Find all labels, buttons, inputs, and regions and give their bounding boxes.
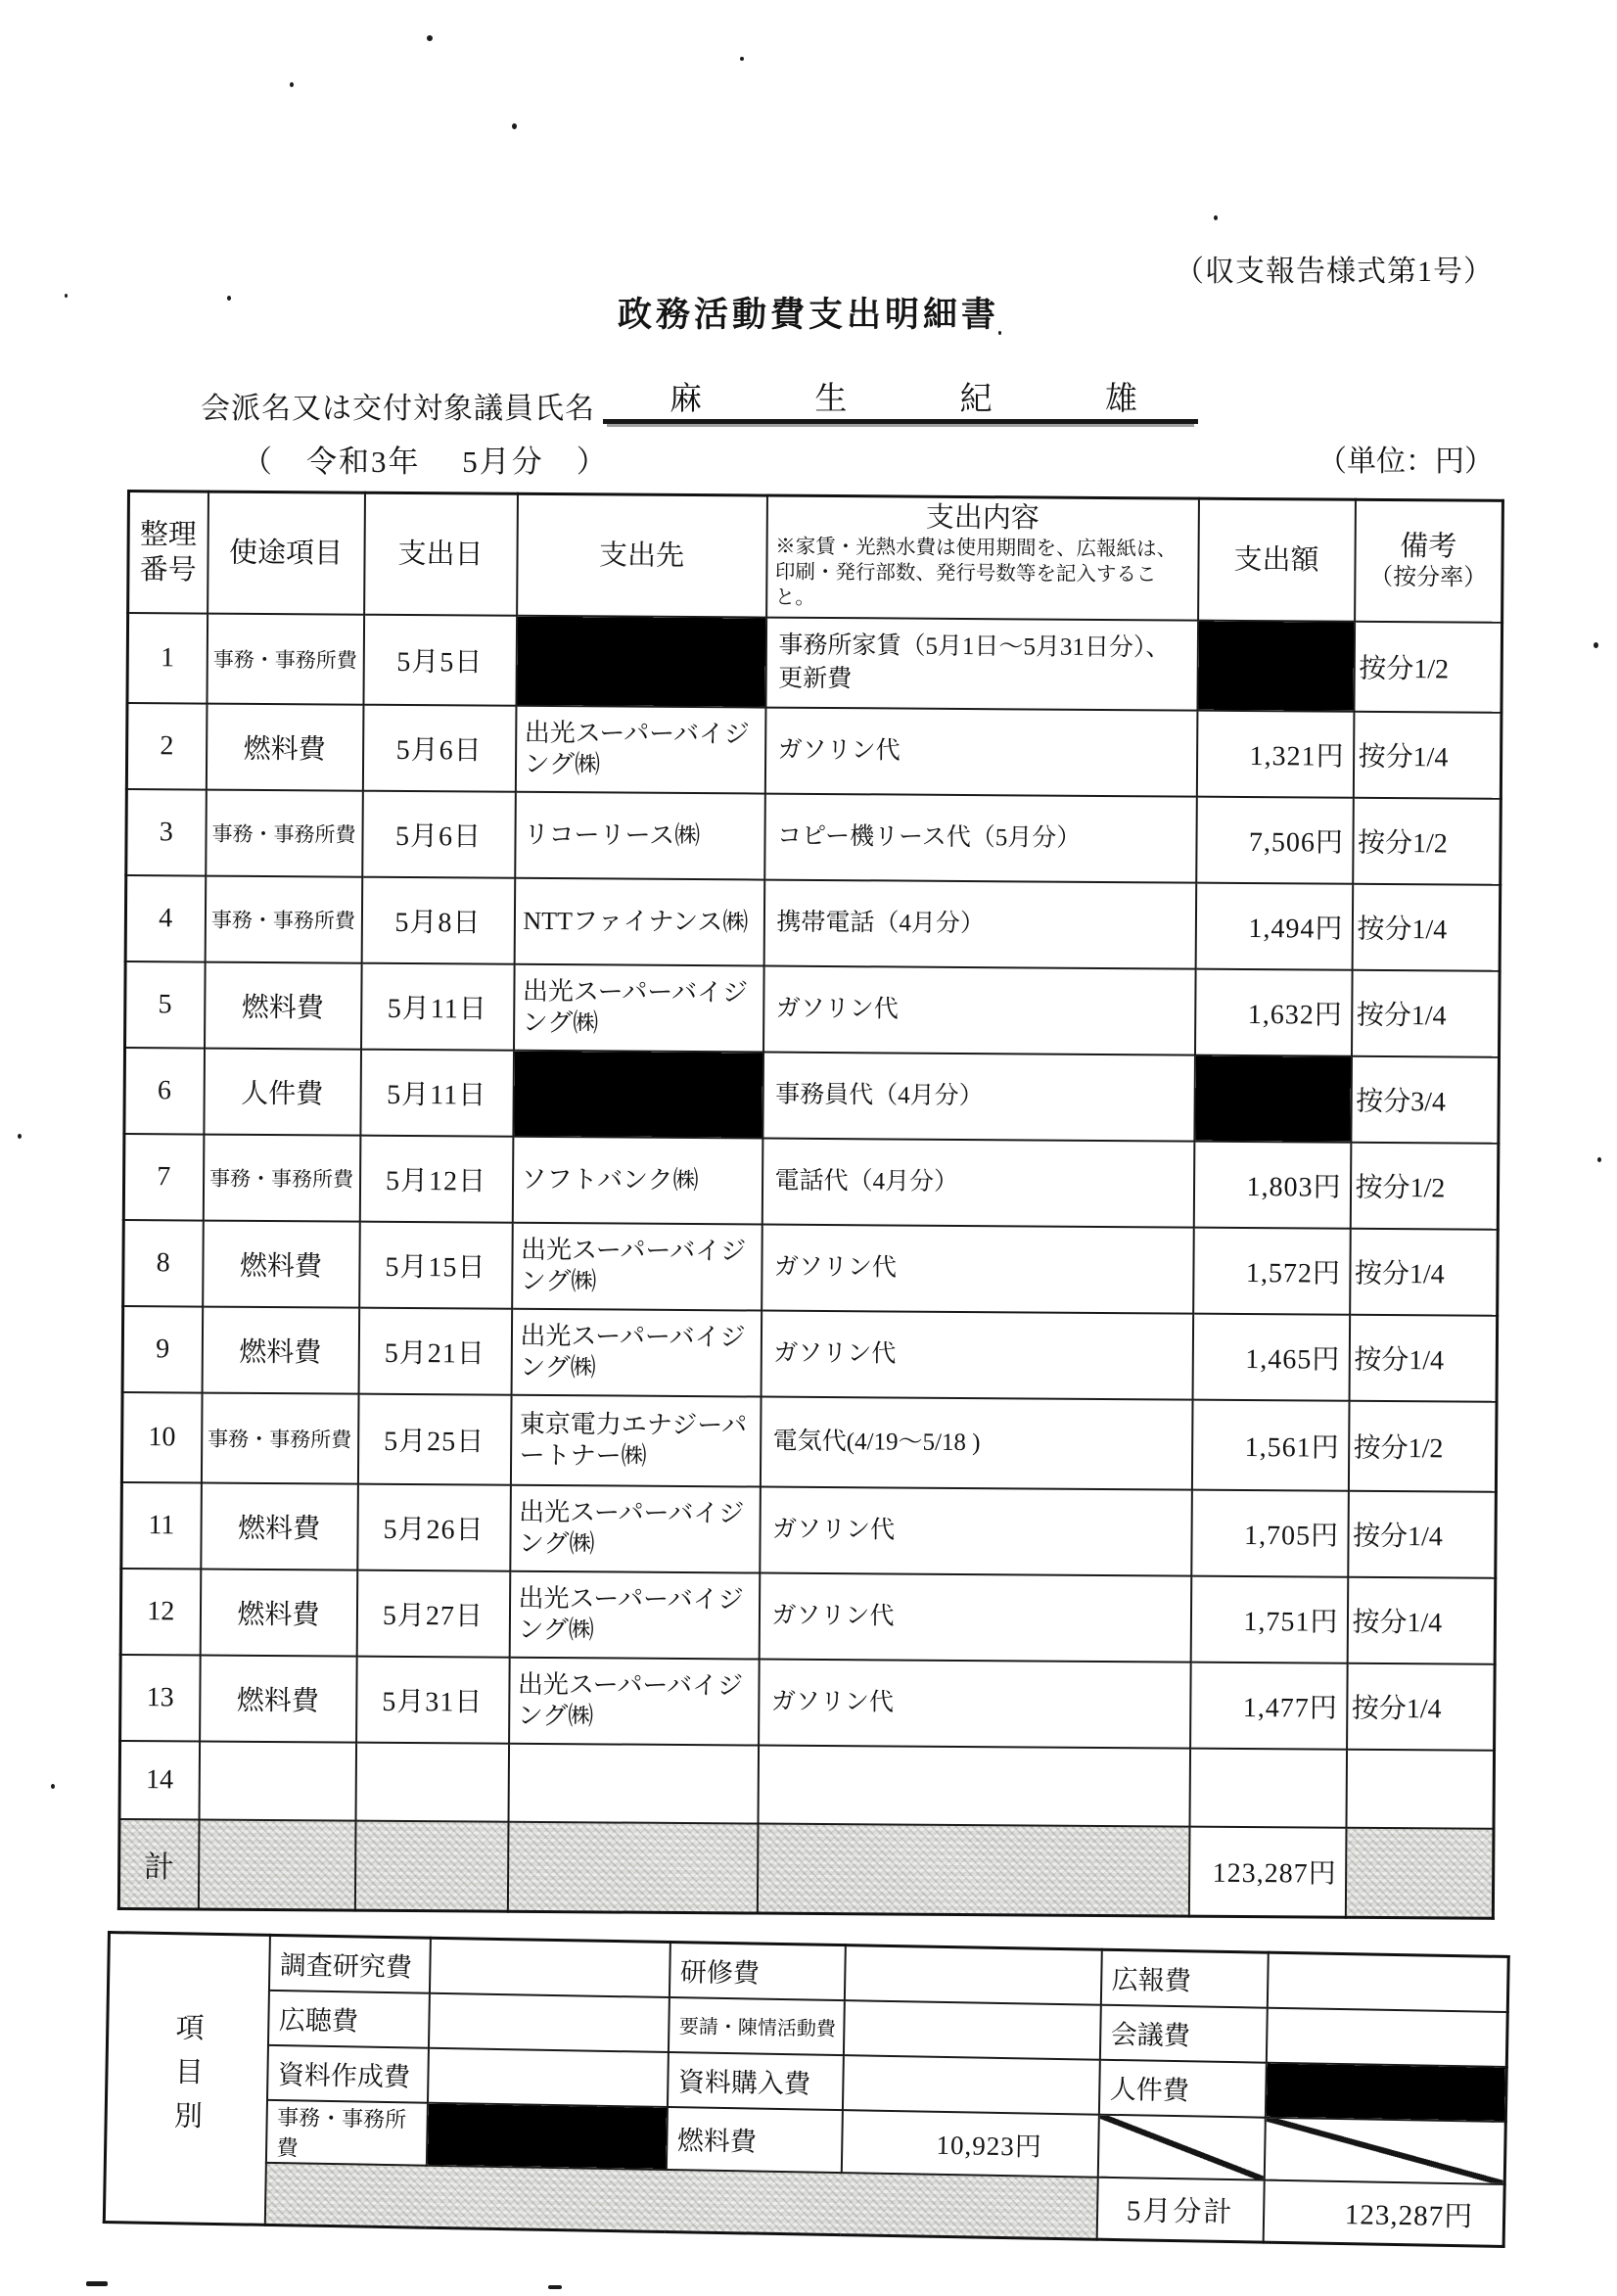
cell-note: 按分1/2: [1354, 621, 1502, 712]
cell-category: 事務・事務所費: [205, 875, 362, 962]
cell-date: 5月25日: [357, 1393, 511, 1484]
cell-no: 5: [125, 961, 206, 1048]
cell-description: ガソリン代: [759, 1572, 1191, 1662]
scan-speck: [1594, 642, 1598, 648]
summary-label: 燃料費: [666, 2107, 842, 2173]
form-number: （収支報告様式第1号）: [1175, 256, 1494, 288]
summary-label: 会議費: [1099, 2004, 1267, 2062]
header-description: [766, 495, 1199, 620]
scan-speck: [1214, 215, 1218, 220]
cell-description: ガソリン代: [763, 965, 1196, 1054]
cell-no: 1: [127, 613, 208, 704]
summary-label: 資料作成費: [267, 2044, 429, 2102]
cell-no: 9: [122, 1305, 203, 1392]
cell-amount: 1,477円: [1190, 1662, 1348, 1749]
table-row: [121, 1481, 1497, 1577]
cell-amount: 1,321円: [1196, 710, 1354, 797]
cell-date: 5月26日: [357, 1483, 511, 1570]
table-row: [124, 1047, 1500, 1143]
cell-payee: 出光スーパーバイジング㈱: [510, 1484, 761, 1572]
expense-table-wrap: [117, 490, 1504, 1920]
summary-label: 広報費: [1100, 1949, 1268, 2007]
cell-payee: 出光スーパーバイジング㈱: [511, 1308, 762, 1396]
expense-table: [117, 490, 1504, 1920]
member-name-char: 生: [814, 382, 848, 417]
cell-note: 按分1/2: [1348, 1400, 1497, 1491]
cell-payee: ソフトバンク㈱: [512, 1136, 762, 1224]
table-row: [123, 1133, 1499, 1229]
cell-description: 電気代(4/19～5/18 ): [760, 1396, 1192, 1489]
cell-category: 事務・事務所費: [201, 1392, 358, 1483]
cell-category: 人件費: [204, 1048, 361, 1135]
cell-category: 事務・事務所費: [207, 613, 364, 704]
summary-total-value: 123,287円: [1263, 2179, 1504, 2246]
summary-value: [843, 2000, 1100, 2060]
diagonal-strikeout-cell: [1264, 2117, 1505, 2183]
table-row: [121, 1391, 1497, 1491]
summary-label: 調査研究費: [268, 1935, 430, 1992]
cell-no: 13: [120, 1654, 201, 1741]
cell-no: 8: [123, 1219, 204, 1306]
cell-no: 4: [125, 875, 206, 962]
summary-label: 事務・事務所費: [265, 2099, 427, 2165]
cell-description: 電話代（4月分）: [762, 1138, 1194, 1227]
total-filler: [757, 1823, 1189, 1916]
member-name-char: 紀: [959, 382, 993, 417]
total-filler: [354, 1820, 508, 1911]
cell-payee-redacted: [516, 615, 766, 707]
scan-speck: [512, 123, 517, 129]
summary-total-filler: [264, 2162, 1097, 2239]
page-title: 政務活動費支出明細書: [617, 296, 999, 334]
cell-note: 按分1/4: [1351, 969, 1500, 1056]
cell-no: 10: [121, 1391, 202, 1482]
cell-note: 按分1/2: [1353, 797, 1502, 884]
cell-payee: 東京電力エナジーパートナー㈱: [510, 1394, 761, 1486]
cell-no: 7: [123, 1133, 204, 1220]
cell-payee: 出光スーパーバイジング㈱: [514, 963, 764, 1052]
diagonal-strikeout-cell: [1097, 2114, 1265, 2179]
cell-amount: 1,465円: [1192, 1313, 1350, 1400]
cell-category: 燃料費: [206, 703, 363, 790]
cell-payee: NTTファイナンス㈱: [514, 877, 764, 965]
cell-note: 按分1/4: [1347, 1663, 1496, 1750]
cell-description: ガソリン代: [759, 1659, 1191, 1748]
table-row: [123, 1219, 1499, 1315]
cell-description: ガソリン代: [764, 707, 1197, 796]
cell-description: 事務所家賃（5月1日～5月31日分）、更新費: [765, 617, 1198, 710]
cell-amount: 1,705円: [1191, 1489, 1349, 1576]
total-filler: [198, 1819, 355, 1910]
cell-note: 按分1/4: [1348, 1490, 1497, 1577]
cell-description: ガソリン代: [761, 1310, 1193, 1399]
total-filler: [507, 1821, 758, 1913]
cell-category: 燃料費: [200, 1655, 357, 1742]
summary-label: 資料購入費: [667, 2052, 843, 2110]
cell-description: [758, 1745, 1190, 1826]
table-row: [120, 1568, 1496, 1663]
cell-no: 3: [126, 789, 207, 876]
table-row: [120, 1654, 1496, 1750]
summary-label: 要請・陳情活動費: [668, 1997, 844, 2055]
table-row: [127, 613, 1502, 713]
cell-payee: 出光スーパーバイジング㈱: [512, 1222, 762, 1310]
cell-date: 5月6日: [362, 790, 516, 877]
cell-note: [1346, 1749, 1495, 1828]
header-remarks: 備考 （按分率）: [1355, 499, 1503, 622]
scan-speck: [86, 2281, 108, 2286]
unit-note: （単位：円）: [1317, 445, 1494, 478]
cell-category: 燃料費: [203, 1220, 360, 1307]
cell-note: 按分1/4: [1350, 1228, 1499, 1315]
cell-category: [199, 1741, 356, 1820]
total-amount: 123,287円: [1188, 1826, 1346, 1917]
cell-payee: 出光スーパーバイジング㈱: [509, 1657, 760, 1745]
cell-category: 事務・事務所費: [203, 1134, 360, 1221]
summary-label: 広聴費: [267, 1990, 429, 2047]
table-row: [126, 789, 1502, 885]
summary-value: [1267, 1952, 1508, 2011]
cell-amount: 1,572円: [1193, 1227, 1351, 1314]
cell-payee-redacted: [513, 1050, 763, 1138]
cell-amount: 1,803円: [1193, 1141, 1351, 1228]
table-row-empty: [119, 1740, 1495, 1828]
cell-description: コピー機リース代（5月分）: [764, 793, 1197, 882]
header-payee: 支出先: [517, 493, 767, 617]
cell-date: 5月27日: [356, 1570, 510, 1657]
cell-category: 燃料費: [202, 1306, 359, 1393]
cell-date: [355, 1742, 509, 1821]
table-total-row: [118, 1818, 1494, 1918]
report-period: （ 令和3年 5月分 ）: [242, 445, 609, 479]
table-row: [122, 1305, 1498, 1401]
cell-date: 5月8日: [361, 876, 515, 963]
cell-date: 5月11日: [361, 962, 515, 1050]
table-row: [125, 875, 1501, 971]
summary-value: [844, 1945, 1101, 2005]
member-name-char: 雄: [1104, 382, 1137, 417]
cell-note: 按分3/4: [1351, 1055, 1500, 1143]
cell-no: 6: [124, 1047, 205, 1134]
cell-date: 5月21日: [358, 1307, 512, 1394]
scan-speck: [548, 2285, 562, 2289]
member-name-label: 会派名又は交付対象議員氏名: [201, 393, 595, 425]
summary-table: [103, 1931, 1510, 2248]
header-description-note: ※家賃・光熱水費は使用期間を、広報紙は、印刷・発行部数、発行号数等を記入すること。: [774, 536, 1178, 610]
cell-date: 5月11日: [360, 1049, 514, 1136]
summary-value: [1266, 2007, 1507, 2066]
scan-speck: [51, 1784, 55, 1789]
cell-description: ガソリン代: [760, 1486, 1192, 1575]
scan-speck: [18, 1134, 22, 1139]
total-label: 計: [118, 1818, 199, 1909]
summary-table-wrap: [103, 1931, 1510, 2248]
cell-amount-redacted: [1197, 620, 1355, 711]
cell-date: 5月6日: [362, 704, 516, 791]
header-amount: 支出額: [1198, 498, 1356, 621]
cell-category: 燃料費: [200, 1569, 357, 1656]
cell-payee: リコーリース㈱: [515, 791, 765, 879]
cell-note: 按分1/4: [1347, 1576, 1496, 1663]
summary-value: [429, 1938, 670, 1996]
cell-amount-redacted: [1194, 1054, 1352, 1142]
cell-date: 5月31日: [356, 1656, 510, 1743]
summary-value: 10,923円: [841, 2110, 1098, 2178]
cell-payee: [508, 1743, 759, 1823]
member-name: [603, 370, 1198, 421]
summary-total-label: 5月分計: [1096, 2177, 1264, 2242]
cell-date: 5月5日: [363, 614, 517, 705]
header-description-title: 支出内容: [925, 501, 1040, 535]
summary-side-label: 項目別: [104, 1933, 269, 2226]
member-name-char: 麻: [670, 382, 702, 417]
cell-description: 携帯電話（4月分）: [763, 879, 1196, 968]
total-filler: [1345, 1827, 1494, 1918]
scan-speck: [290, 82, 294, 87]
cell-note: 按分1/4: [1352, 883, 1501, 970]
summary-value: [427, 2047, 668, 2106]
table-header-row: [128, 492, 1503, 623]
cell-payee: 出光スーパーバイジング㈱: [509, 1570, 760, 1659]
cell-payee: 出光スーパーバイジング㈱: [515, 705, 765, 793]
header-date: 支出日: [364, 492, 518, 615]
summary-label: 人件費: [1098, 2059, 1266, 2117]
cell-description: 事務員代（4月分）: [762, 1052, 1195, 1141]
member-name-underline: [603, 370, 1198, 424]
cell-amount: 7,506円: [1196, 796, 1354, 883]
cell-no: 14: [119, 1740, 200, 1819]
summary-value: [428, 1992, 669, 2051]
cell-date: 5月15日: [359, 1221, 513, 1308]
cell-category: 事務・事務所費: [206, 789, 363, 876]
cell-description: ガソリン代: [762, 1224, 1194, 1313]
cell-category: 燃料費: [201, 1482, 358, 1570]
summary-label: 研修費: [669, 1943, 845, 2000]
table-row: [125, 961, 1501, 1056]
cell-date: 5月12日: [359, 1135, 513, 1222]
cell-amount: 1,632円: [1194, 968, 1352, 1055]
cell-no: 12: [120, 1568, 201, 1655]
summary-value-redacted: [426, 2102, 667, 2169]
cell-amount: 1,751円: [1190, 1575, 1348, 1663]
summary-value: [842, 2055, 1099, 2115]
table-row: [126, 703, 1502, 799]
cell-amount: 1,494円: [1195, 882, 1353, 969]
scan-speck: [1597, 1157, 1601, 1162]
cell-no: 2: [126, 703, 207, 790]
cell-category: 燃料費: [205, 961, 362, 1049]
header-no: 整理番号: [128, 492, 208, 614]
scan-speck: [427, 35, 433, 41]
cell-note: 按分1/4: [1349, 1314, 1498, 1401]
header-category: 使途項目: [208, 492, 365, 614]
cell-note: 按分1/2: [1350, 1142, 1499, 1229]
cell-note: 按分1/4: [1353, 711, 1502, 798]
cell-amount: 1,561円: [1191, 1399, 1349, 1490]
summary-value-redacted: [1265, 2062, 1506, 2121]
cell-amount: [1189, 1748, 1347, 1827]
scan-speck: [740, 57, 744, 61]
cell-no: 11: [121, 1481, 202, 1569]
